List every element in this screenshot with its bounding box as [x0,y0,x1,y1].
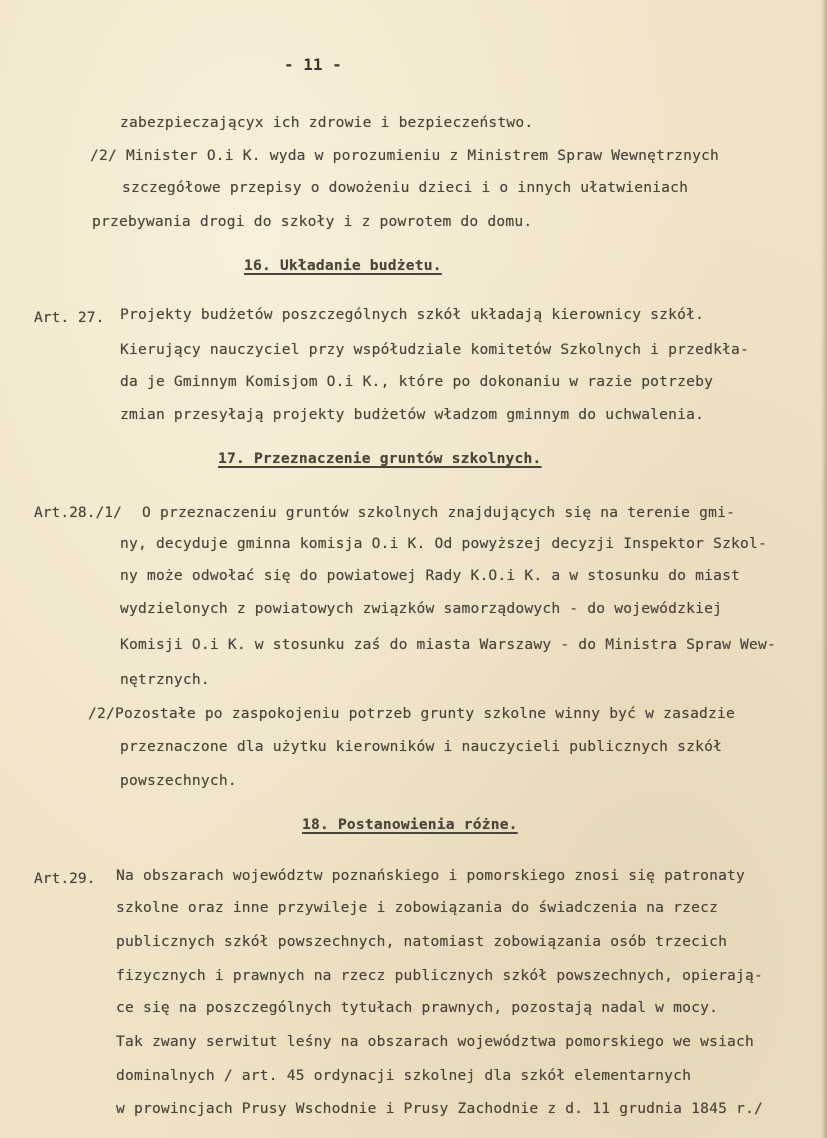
section-heading-18: 18. Postanowienia różne. [302,816,518,833]
text-line: Tak zwany serwitut leśny na obszarach województwa pomorskiego we wsiach [116,1033,755,1050]
text-line: szkolne oraz inne przywileje i zobowiązania do świadczenia na rzecz [116,899,719,916]
text-line: przeznaczone dla użytku kierowników i nauczycieli publicznych szkół [120,738,723,755]
text-line: wydzielonych z powiatowych związków samorządowych - do wojewódzkiej [120,600,723,617]
text-line: Na obszarach województw poznańskiego i pomorskiego znosi się patronaty [116,867,746,884]
article-label-28: Art.28./1/ [34,504,122,521]
section-heading-16: 16. Układanie budżetu. [244,257,442,274]
text-line: w prowincjach Prusy Wschodnie i Prusy Zachodnie z d. 11 grudnia 1845 r./ [116,1100,764,1117]
article-label-27: Art. 27. [34,309,105,326]
text-line: zmian przesyłają projekty budżetów władzom gminnym do uchwalenia. [120,406,705,423]
text-line: ny, decyduje gminna komisja O.i K. Od powyższej decyzji Inspektor Szkol- [120,535,768,552]
text-line: przebywania drogi do szkoły i z powrotem do domu. [92,213,533,230]
article-label-29: Art.29. [34,870,96,887]
text-line: da je Gminnym Komisjom O.i K., które po dokonaniu w razie potrzeby [120,373,714,390]
text-line: /2/Pozostałe po zaspokojeniu potrzeb grunty szkolne winny być w zasadzie [88,705,736,722]
page-number: - 11 - [284,55,342,74]
text-line: ny może odwołać się do powiatowej Rady K.O.i K. a w stosunku do miast [120,567,741,584]
text-line: /2/ Minister O.i K. wyda w porozumieniu z Ministrem Spraw Wewnętrznych [90,147,720,164]
text-line: szczegółowe przepisy o dowożeniu dzieci i o innych ułatwieniach [122,179,689,196]
text-line: dominalnych / art. 45 ordynacji szkolnej dla szkół elementarnych [116,1067,692,1084]
text-line: publicznych szkół powszechnych, natomiast zobowiązania osób trzecich [116,933,728,950]
text-line: Projekty budżetów poszczególnych szkół układają kierownicy szkół. [120,306,705,323]
section-heading-17: 17. Przeznaczenie gruntów szkolnych. [218,450,542,467]
text-line: Kierujący nauczyciel przy współudziale komitetów Szkolnych i przedkła- [120,341,750,358]
text-line: nętrznych. [120,671,210,688]
text-line: O przeznaczeniu gruntów szkolnych znajdujących się na terenie gmi- [142,504,736,521]
text-line: ce się na poszczególnych tytułach prawnych, pozostają nadal w mocy. [116,999,719,1016]
text-line: fizycznych i prawnych na rzecz publicznych szkół powszechnych, opierają- [116,967,764,984]
page-edge-shadow [821,0,827,1138]
text-line: Komisji O.i K. w stosunku zaś do miasta Warszawy - do Ministra Spraw Wew- [120,636,776,653]
text-line: zabezpieczającyx ich zdrowie i bezpieczeństwo. [120,114,534,131]
text-line: powszechnych. [120,772,237,789]
